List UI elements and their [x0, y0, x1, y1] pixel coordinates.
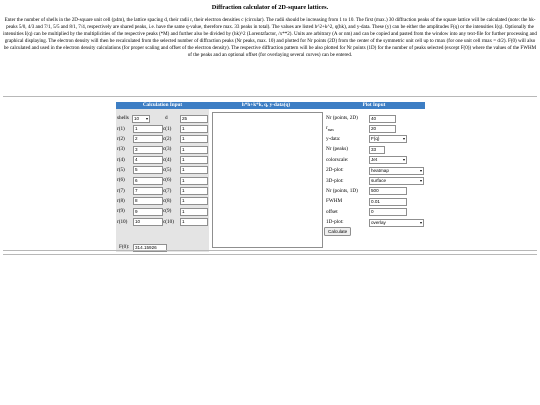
radius-input[interactable]: 10	[133, 218, 163, 226]
d-label: d	[165, 115, 168, 121]
density-input[interactable]: 1	[180, 197, 208, 205]
nr-points-1d-label: Nr (points, 1D)	[326, 187, 358, 194]
density-label: c(1)	[163, 125, 172, 132]
rmax-input[interactable]: 20	[369, 125, 396, 133]
chevron-down-icon: ▾	[402, 157, 405, 162]
shells-label: shells	[117, 115, 129, 121]
radius-input[interactable]: 1	[133, 125, 163, 133]
fwhm-input[interactable]: 0.01	[369, 198, 407, 206]
density-input[interactable]: 1	[180, 146, 208, 154]
calc-input-header: Calculation Input	[116, 102, 209, 109]
density-label: c(6)	[163, 177, 172, 184]
chevron-down-icon: ▾	[419, 167, 422, 173]
radius-label: r(6)	[117, 177, 125, 184]
instructions-text: Enter the number of shells in the 2D-square unit cell (p4m), the lattice spacing d, their radii r, their electron densities c (circular). The radii should be increasing from 1 to 10. The first (max.) 30 diffraction peaks of the square lattice will be calculated (note: the hk-peaks 5/0, 4/3 and 7/1, 5/5 and 8/1, 7/4, respectively are shared peaks, i.e. have the same q-value, therefore max. 33 peaks in total). The values are listed h^2+k^2, q(hk), and y-data. These (y) can be either the amplitudes F(q) or the intensities I(q). Optionally the intensities I(q) can be multiplied by the multiplicities of the respective peaks (*M) and further also be divided by (hk)^2 (Lorentzfactor, /x**2). Units are arbitrary (A or nm) and can be copied and pasted from the window into any text-file for further processing and graphical displaying. The electron density will then be recalculated from the selected number of diffraction peaks (Nr peaks, max. 10) and plotted for Nr points (2D) from the center of the symmetric unit cell up to rmax (for one unit cell rmax = d/2). F(0) will also be calculated and used in the electron density calculations (for proper scaling and offset of the electron density). The respective diffraction pattern will be also plotted for Nr points (1D) for the number of peaks selected (except F(0)) where the values of the FWHM of the peaks and an optional offset (for overlaying several curves) can be entered.	[3, 17, 537, 58]
chevron-down-icon: ▾	[419, 178, 422, 183]
plot1d-label: 1D-plot:	[326, 219, 344, 225]
output-header: h*h+k*k, q, y-data(q)	[209, 102, 323, 109]
f0-input[interactable]: 314.15926	[133, 244, 167, 252]
radius-input[interactable]: 2	[133, 135, 163, 143]
density-label: c(7)	[163, 187, 172, 194]
radius-input[interactable]: 3	[133, 146, 163, 154]
density-input[interactable]: 1	[180, 187, 208, 195]
fwhm-label: FWHM	[326, 198, 343, 204]
density-label: c(4)	[163, 156, 172, 163]
radius-label: r(4)	[117, 156, 125, 163]
density-input[interactable]: 1	[180, 208, 208, 216]
shells-value: 10	[134, 115, 140, 121]
output-textarea[interactable]	[212, 112, 323, 248]
nr-peaks-label: Nr (peaks)	[326, 146, 349, 152]
radius-label: r(8)	[117, 197, 125, 204]
radius-label: r(10)	[117, 218, 128, 225]
plot1d-select[interactable]	[369, 219, 424, 227]
density-label: c(5)	[163, 166, 172, 173]
radius-label: r(3)	[117, 146, 125, 153]
rmax-label: $r_{max}$	[326, 125, 334, 133]
offset-input[interactable]: 0	[369, 208, 407, 216]
chevron-down-icon: ▾	[402, 136, 405, 141]
ydata-select[interactable]	[369, 135, 407, 143]
plot-input-header: Plot Input	[323, 102, 425, 109]
density-input[interactable]: 1	[180, 156, 208, 164]
density-label: c(2)	[163, 135, 172, 142]
radius-input[interactable]: 9	[133, 208, 163, 216]
ydata-value: F(q)	[371, 136, 380, 141]
page-title: Diffraction calculator of 2D-square lattices.	[211, 4, 329, 11]
nr-points-2d-label: Nr (points, 2D)	[326, 115, 358, 121]
colorscale-label: colorscale:	[326, 156, 349, 163]
radius-input[interactable]: 7	[133, 187, 163, 195]
density-label: c(3)	[163, 146, 172, 153]
plot3d-select[interactable]	[369, 177, 424, 185]
plot2d-value: heatmap	[371, 167, 389, 173]
chevron-down-icon: ▾	[145, 115, 148, 121]
calculate-button[interactable]: Calculate	[324, 227, 351, 236]
radius-label: r(2)	[117, 135, 125, 142]
divider-top	[3, 96, 537, 97]
density-label: c(9)	[163, 208, 172, 215]
plot1d-value: overlay	[371, 219, 386, 225]
colorscale-select[interactable]	[369, 156, 407, 164]
nr-points-2d-input[interactable]: 40	[369, 115, 396, 123]
radius-label: r(9)	[117, 208, 125, 215]
density-label: c(10)	[163, 218, 174, 225]
offset-label: offset	[326, 208, 338, 215]
radius-input[interactable]: 5	[133, 166, 163, 174]
nr-peaks-input[interactable]: 33	[369, 146, 385, 154]
f0-label: F(0):	[119, 244, 130, 250]
divider-bottom-1	[3, 250, 537, 251]
radius-input[interactable]: 8	[133, 197, 163, 205]
density-input[interactable]: 1	[180, 218, 208, 226]
density-label: c(8)	[163, 197, 172, 204]
plot2d-label: 2D-plot:	[326, 167, 344, 173]
d-input[interactable]: 25	[180, 115, 208, 123]
radius-label: r(7)	[117, 187, 125, 194]
rmax-subscript: max	[327, 128, 334, 133]
plot2d-select[interactable]	[369, 167, 424, 175]
radius-input[interactable]: 4	[133, 156, 163, 164]
divider-bottom-2	[3, 254, 537, 255]
density-input[interactable]: 1	[180, 135, 208, 143]
radius-label: r(1)	[117, 125, 125, 132]
radius-label: r(5)	[117, 166, 125, 173]
plot3d-value: surface	[371, 178, 387, 183]
density-input[interactable]: 1	[180, 177, 208, 185]
plot3d-label: 3D-plot:	[326, 177, 344, 184]
nr-points-1d-input[interactable]: 500	[369, 187, 407, 195]
density-input[interactable]: 1	[180, 166, 208, 174]
colorscale-value: Jet	[371, 157, 378, 162]
density-input[interactable]: 1	[180, 125, 208, 133]
ydata-label: y-data:	[326, 135, 341, 142]
radius-input[interactable]: 6	[133, 177, 163, 185]
shells-select[interactable]	[132, 115, 150, 123]
chevron-down-icon: ▾	[419, 219, 422, 225]
